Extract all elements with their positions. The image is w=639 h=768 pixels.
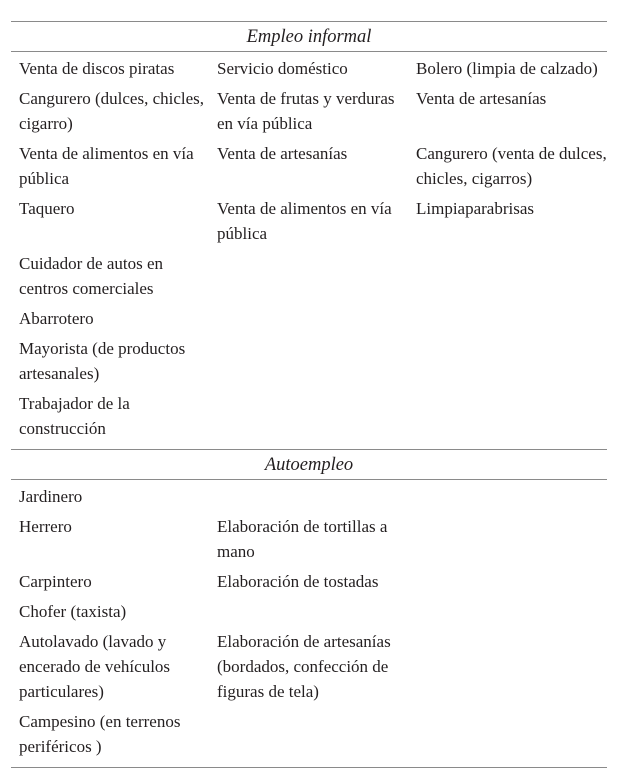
table-cell: [408, 306, 607, 331]
table-cell: Venta de frutas y verduras en vía pública: [217, 89, 395, 133]
table-row: [11, 514, 607, 564]
table-cell: Cangurero (venta de dulces, chicles, cigarros): [416, 144, 607, 188]
table-row: [11, 196, 607, 246]
table-row: [11, 306, 607, 331]
table-cell: Elaboración de artesanías (bordados, confección de figuras de tela): [217, 632, 391, 701]
table-cell: Herrero: [19, 517, 72, 536]
table-row: [11, 391, 607, 441]
table-cell: Abarrotero: [19, 309, 94, 328]
table-cell: Venta de artesanías: [416, 89, 547, 108]
table-cell: Campesino (en terrenos periféricos ): [19, 712, 181, 756]
table-cell: Venta de alimentos en vía pública: [19, 144, 194, 188]
table-cell: Elaboración de tortillas a mano: [217, 517, 388, 561]
table-cell: Autolavado (lavado y encerado de vehículos particulares): [19, 632, 171, 701]
section-body-autoempleo: [11, 480, 607, 767]
table-cell: [408, 629, 607, 704]
table-cell: Elaboración de tostadas: [217, 572, 379, 591]
section-title-empleo-informal: Empleo informal: [246, 27, 372, 47]
section-body-empleo-informal: [11, 52, 607, 449]
table-cell: Limpiaparabrisas: [416, 199, 535, 218]
table-row: [11, 251, 607, 301]
table-row: [11, 569, 607, 594]
table-cell: [209, 251, 408, 301]
table-cell: Chofer (taxista): [19, 602, 127, 621]
table-cell: Bolero (limpia de calzado): [416, 59, 598, 78]
table-cell: Cangurero (dulces, chicles, cigarro): [19, 89, 205, 133]
table-cell: [408, 484, 607, 509]
table-row: [11, 484, 607, 509]
table-cell: Venta de alimentos en vía pública: [217, 199, 392, 243]
table-row: [11, 629, 607, 704]
table-cell: [408, 251, 607, 301]
table-cell: [408, 391, 607, 441]
table-cell: [408, 569, 607, 594]
table-cell: Trabajador de la construcción: [19, 394, 130, 438]
table-row: [11, 86, 607, 136]
table-cell: [408, 709, 607, 759]
table-cell: [209, 709, 408, 759]
table-cell: [209, 391, 408, 441]
table-cell: [408, 514, 607, 564]
table-cell: [408, 599, 607, 624]
table-cell: Venta de discos piratas: [19, 59, 175, 78]
table-cell: Taquero: [19, 199, 75, 218]
table-cell: Cuidador de autos en centros comerciales: [19, 254, 163, 298]
table-cell: [408, 336, 607, 386]
table-cell: Venta de artesanías: [217, 144, 348, 163]
occupations-table: [11, 21, 607, 768]
table-row: [11, 56, 607, 81]
section-title-autoempleo: Autoempleo: [264, 455, 354, 475]
table-cell: Jardinero: [19, 487, 83, 506]
table-cell: Mayorista (de productos artesanales): [19, 339, 186, 383]
table-row: [11, 599, 607, 624]
table-cell: [209, 484, 408, 509]
table-cell: [209, 306, 408, 331]
table-cell: [209, 599, 408, 624]
table-cell: Servicio doméstico: [217, 59, 348, 78]
table-cell: Carpintero: [19, 572, 92, 591]
table-cell: [209, 336, 408, 386]
table-row: [11, 336, 607, 386]
table-row: [11, 141, 607, 191]
table-row: [11, 709, 607, 759]
